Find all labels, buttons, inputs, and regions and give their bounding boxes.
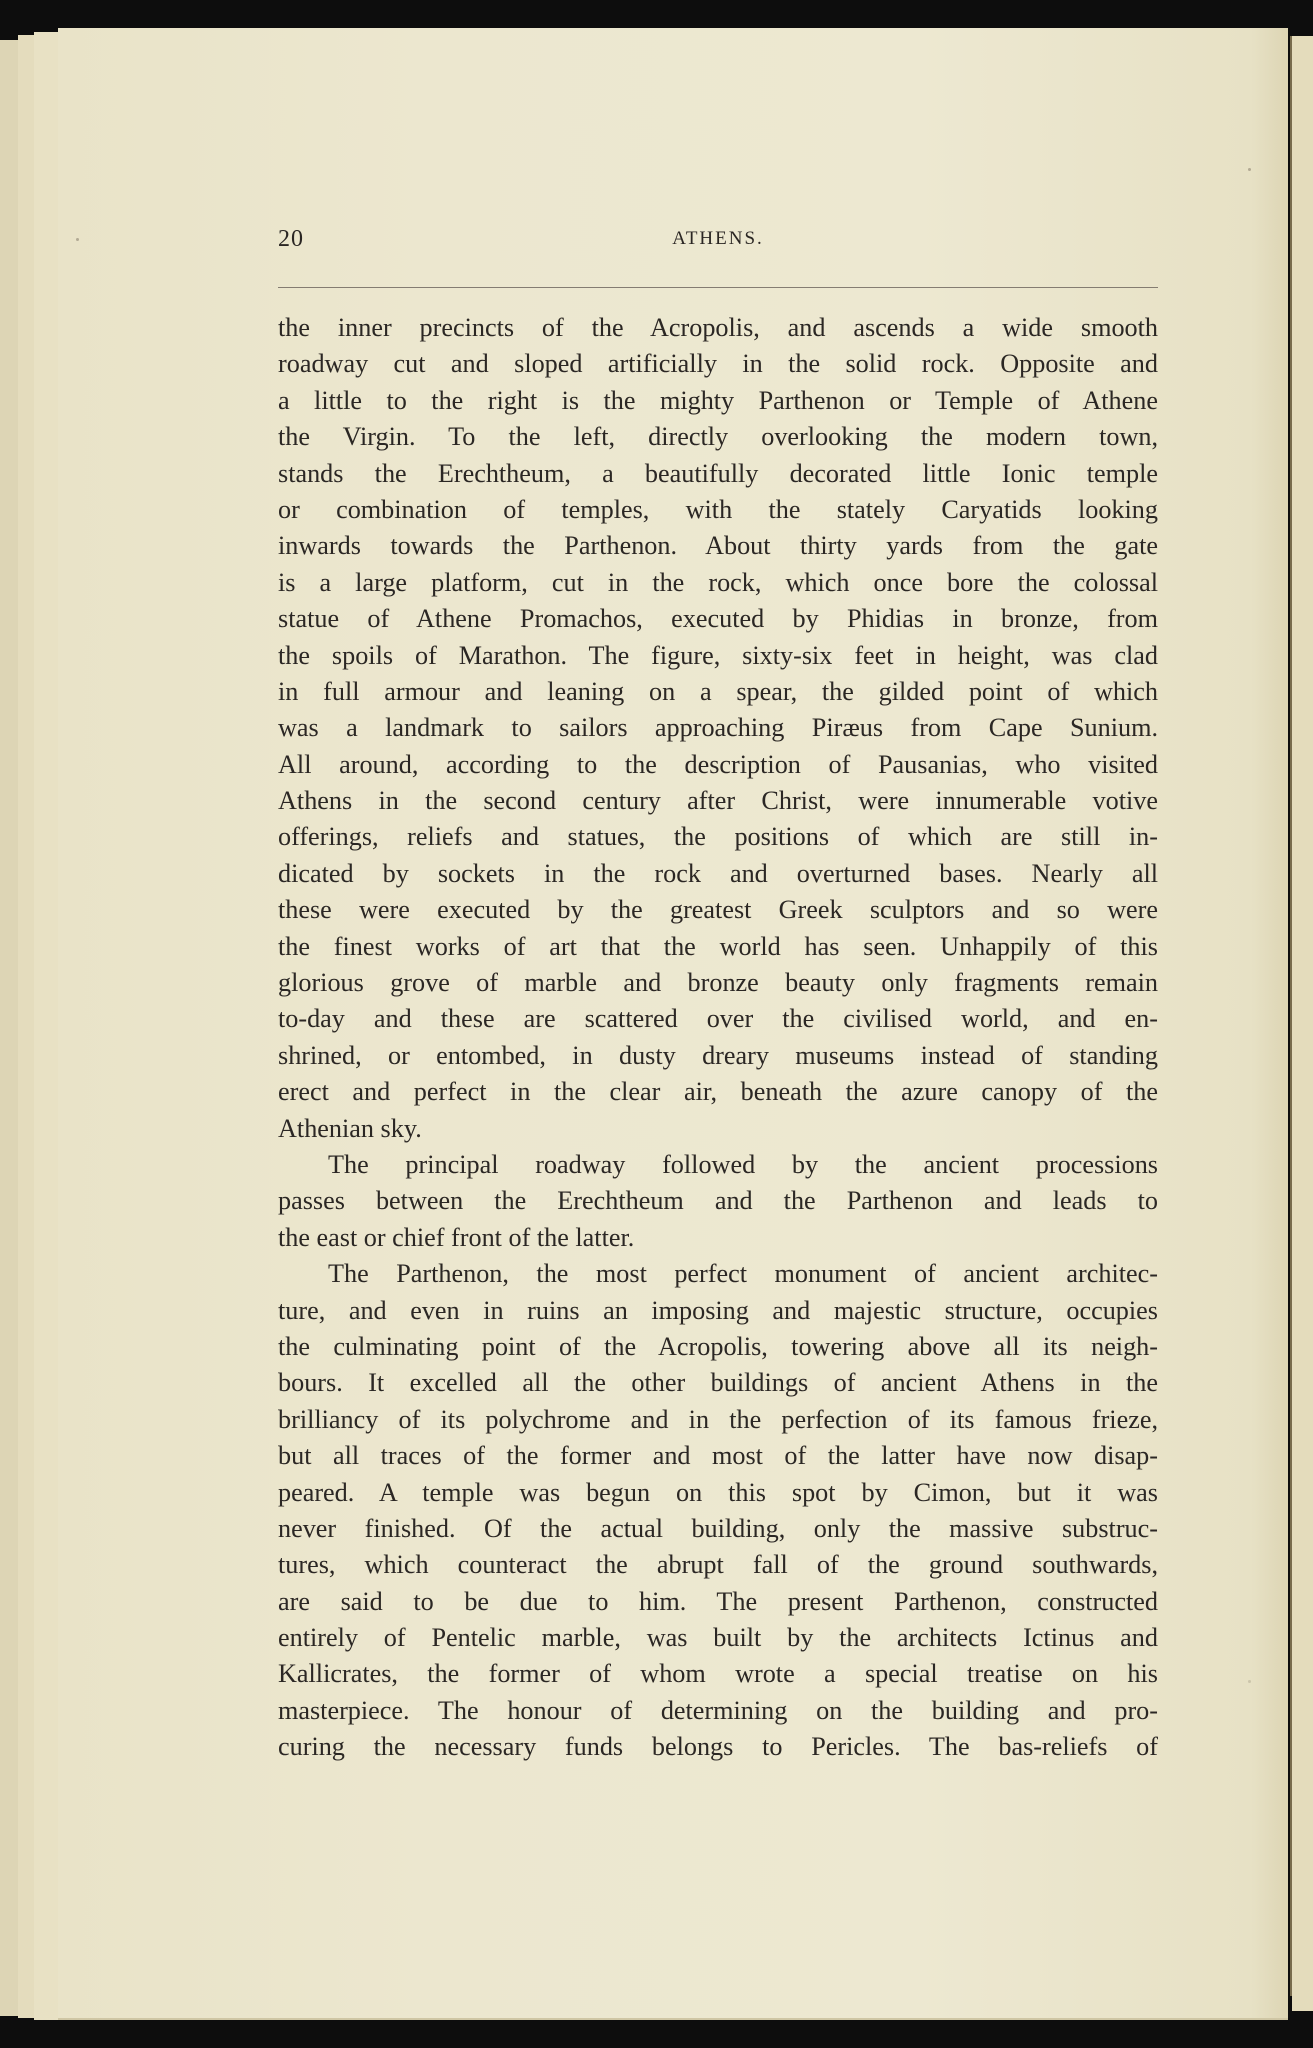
text-line: the east or chief front of the latter. xyxy=(278,1222,635,1252)
text-line: Kallicrates, the former of whom wrote a special treatise on his xyxy=(278,1659,1158,1689)
text-line: ture, and even in ruins an imposing and majestic structure, occupies xyxy=(278,1295,1158,1325)
paragraph-3 xyxy=(278,1256,1158,1765)
text-line: the Virgin. To the left, directly overlooking the modern town, xyxy=(278,422,1158,452)
page-edge-stack xyxy=(34,32,59,2020)
running-title: ATHENS. xyxy=(672,228,764,249)
text-line: Athens in the second century after Christ, were innumerable votive xyxy=(278,786,1158,816)
paper-speck xyxy=(76,238,79,241)
text-line: shrined, or entombed, in dusty dreary museums instead of standing xyxy=(278,1040,1158,1070)
text-line: The Parthenon, the most perfect monument of ancient architec- xyxy=(328,1259,1158,1289)
paper-speck xyxy=(1248,1680,1251,1683)
text-line: in full armour and leaning on a spear, the gilded point of which xyxy=(278,676,1158,706)
text-line: brilliancy of its polychrome and in the perfection of its famous frieze, xyxy=(278,1404,1158,1434)
paragraph-1 xyxy=(278,310,1158,1147)
text-line: All around, according to the description of Pausanias, who visited xyxy=(278,749,1158,779)
text-line: a little to the right is the mighty Parthenon or Temple of Athene xyxy=(278,385,1158,415)
body-text xyxy=(278,310,1158,1766)
text-line: curing the necessary funds belongs to Pericles. The bas-reliefs of xyxy=(278,1732,1158,1762)
text-line: the spoils of Marathon. The figure, sixty-six feet in height, was clad xyxy=(278,640,1158,670)
text-line: offerings, reliefs and statues, the positions of which are still in- xyxy=(278,822,1158,852)
text-line: to-day and these are scattered over the civilised world, and en- xyxy=(278,1004,1158,1034)
text-line: entirely of Pentelic marble, was built by the architects Ictinus and xyxy=(278,1623,1158,1653)
text-line: peared. A temple was begun on this spot by Cimon, but it was xyxy=(278,1477,1158,1507)
text-line: masterpiece. The honour of determining on the building and pro- xyxy=(278,1695,1158,1725)
text-line: or combination of temples, with the stately Caryatids looking xyxy=(278,494,1158,524)
text-line: inwards towards the Parthenon. About thirty yards from the gate xyxy=(278,531,1158,561)
text-line: bours. It excelled all the other buildings of ancient Athens in the xyxy=(278,1368,1158,1398)
text-line: never finished. Of the actual building, only the massive substruc- xyxy=(278,1513,1158,1543)
text-line: the inner precincts of the Acropolis, and ascends a wide smooth xyxy=(278,313,1158,342)
text-line: roadway cut and sloped artificially in the solid rock. Opposite and xyxy=(278,349,1158,379)
text-line: the finest works of art that the world has seen. Unhappily of this xyxy=(278,931,1158,961)
text-line: is a large platform, cut in the rock, which once bore the colossal xyxy=(278,567,1158,597)
gutter-line xyxy=(1290,36,1292,1996)
text-line: passes between the Erechtheum and the Parthenon and leads to xyxy=(278,1186,1158,1216)
text-line: was a landmark to sailors approaching Piræus from Cape Sunium. xyxy=(278,713,1158,743)
paragraph-2 xyxy=(278,1147,1158,1256)
text-line: tures, which counteract the abrupt fall of the ground southwards, xyxy=(278,1550,1158,1580)
text-line: erect and perfect in the clear air, beneath the azure canopy of the xyxy=(278,1077,1158,1107)
text-line: dicated by sockets in the rock and overturned bases. Nearly all xyxy=(278,858,1158,888)
facing-page-edge xyxy=(1292,36,1313,2011)
text-line: Athenian sky. xyxy=(278,1113,422,1143)
page-edge-stack xyxy=(0,40,19,2016)
running-head xyxy=(278,226,1158,256)
text-line: these were executed by the greatest Greek sculptors and so were xyxy=(278,895,1158,925)
page-edge-stack xyxy=(18,35,35,2018)
text-line: statue of Athene Promachos, executed by Phidias in bronze, from xyxy=(278,604,1158,634)
header-rule xyxy=(278,287,1158,288)
text-line: but all traces of the former and most of the latter have now disap- xyxy=(278,1441,1158,1471)
paper-speck xyxy=(1248,168,1251,171)
text-line: stands the Erechtheum, a beautifully decorated little Ionic temple xyxy=(278,458,1158,488)
text-line: are said to be due to him. The present Parthenon, constructed xyxy=(278,1586,1158,1616)
text-line: glorious grove of marble and bronze beauty only fragments remain xyxy=(278,968,1158,998)
text-line: The principal roadway followed by the ancient processions xyxy=(328,1149,1158,1179)
page-number: 20 xyxy=(278,226,304,252)
text-line: the culminating point of the Acropolis, towering above all its neigh- xyxy=(278,1331,1158,1361)
